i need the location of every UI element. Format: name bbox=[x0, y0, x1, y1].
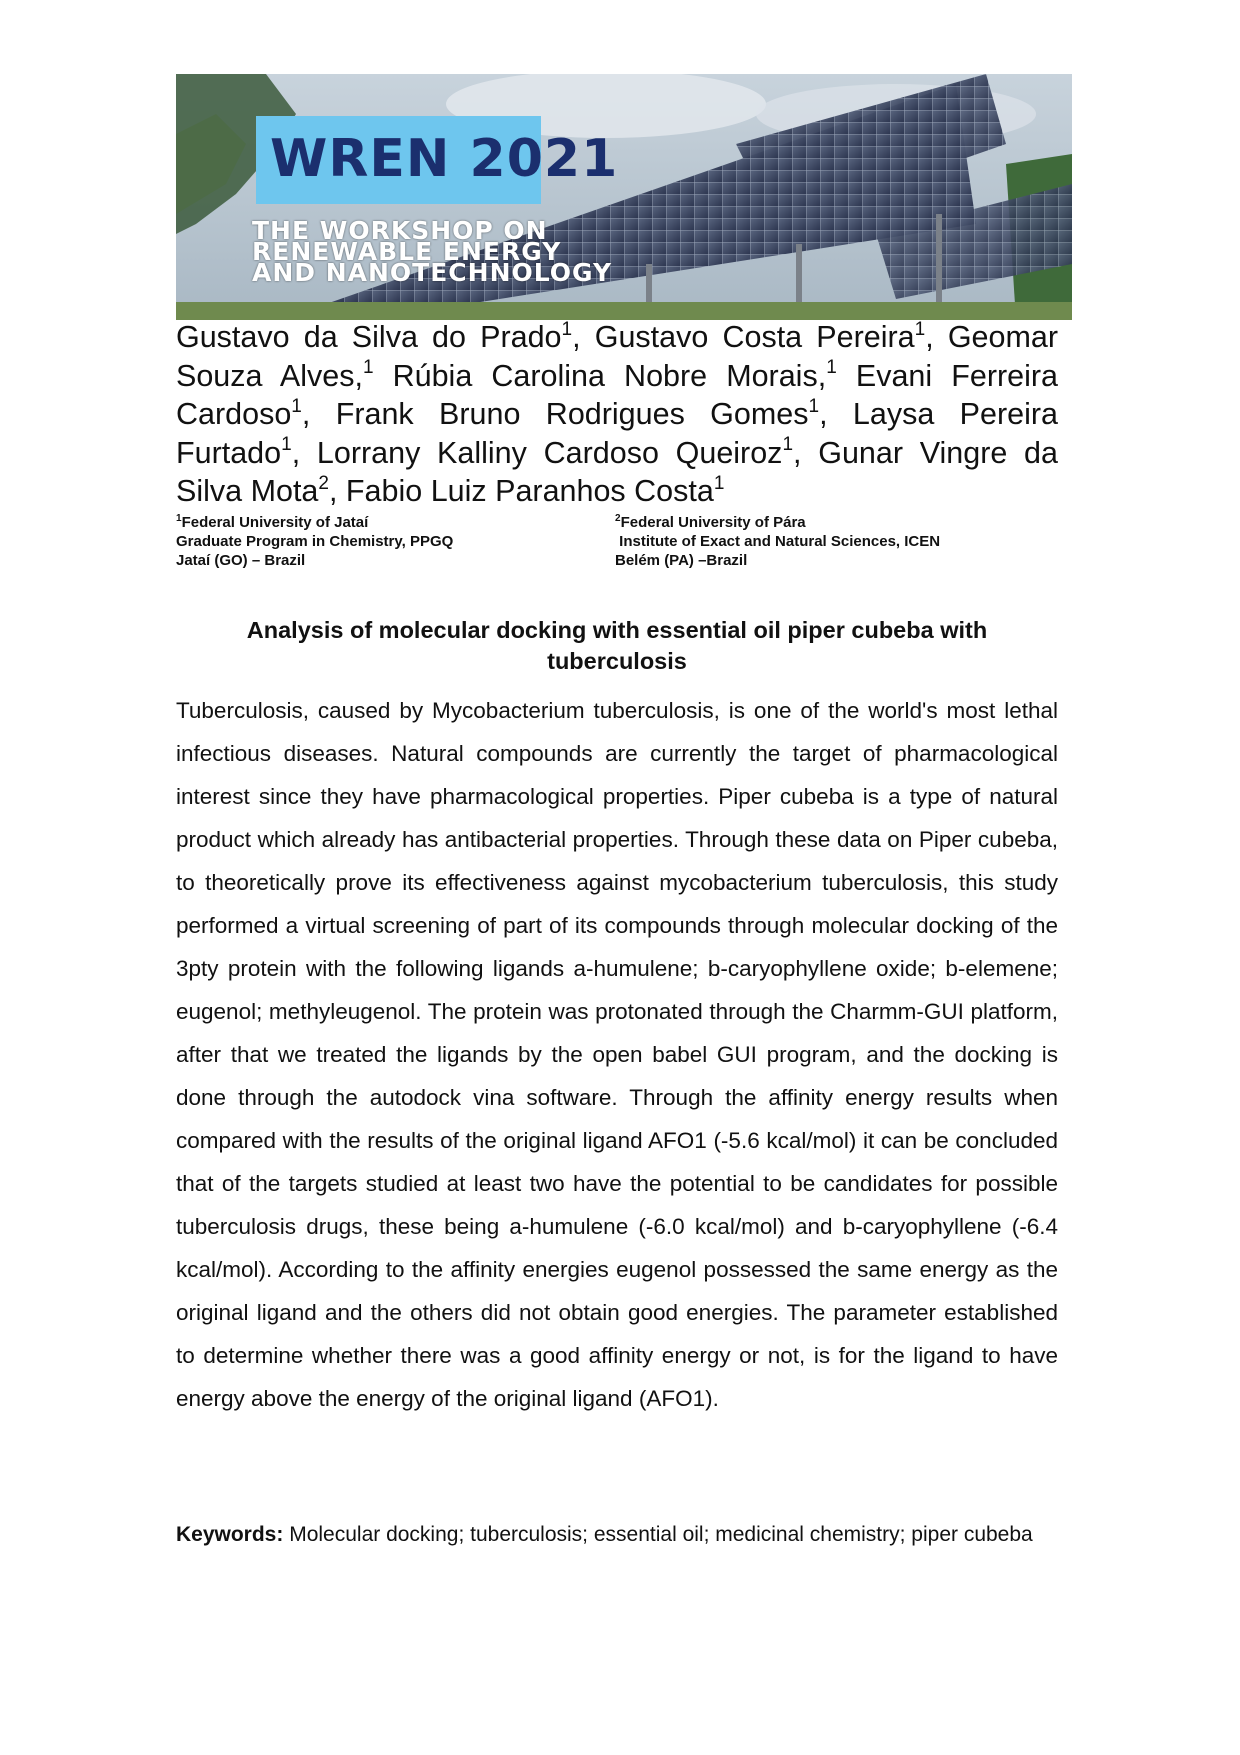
author-name: Lorrany Kalliny Cardoso Queiroz bbox=[316, 435, 783, 470]
banner-title: WREN 2021 bbox=[270, 129, 619, 189]
author-affiliation-mark: 1 bbox=[291, 395, 302, 417]
author-separator: , bbox=[793, 435, 819, 470]
author-affiliation-mark: 1 bbox=[561, 318, 573, 340]
banner-subtitle bbox=[252, 216, 613, 287]
affiliation-mark: 2 bbox=[615, 513, 621, 524]
banner-subtitle-line: AND NANOTECHNOLOGY bbox=[252, 258, 613, 287]
affiliation-institution bbox=[176, 513, 453, 532]
author-name: Frank Bruno Rodrigues Gomes bbox=[335, 397, 809, 431]
author-name: Gunar Vingre da Silva Mota bbox=[176, 435, 1058, 508]
banner-subtitle-line: RENEWABLE ENERGY bbox=[252, 237, 562, 266]
author-separator: , bbox=[291, 435, 317, 470]
affiliation-mark: 1 bbox=[176, 513, 182, 524]
author-name: Gustavo da Silva do Prado bbox=[176, 320, 562, 354]
affiliation-institution-name: Federal University of Pára bbox=[620, 514, 806, 531]
author-list bbox=[176, 318, 1058, 511]
author-affiliation-mark: 1 bbox=[808, 395, 820, 417]
banner-subtitle-line: THE WORKSHOP ON bbox=[252, 216, 548, 245]
author-affiliation-mark: 1 bbox=[362, 357, 374, 379]
keywords-text: Molecular docking; tuberculosis; essential oil; medicinal chemistry; piper cubeba bbox=[289, 1523, 1033, 1546]
author-affiliation-mark: 1 bbox=[914, 318, 926, 340]
author-affiliation-mark: 1 bbox=[826, 357, 837, 379]
author-separator: , bbox=[925, 320, 948, 354]
author-name: Evani Ferreira Cardoso bbox=[176, 358, 1058, 431]
author-separator bbox=[837, 359, 856, 393]
author-affiliation-mark: 1 bbox=[782, 434, 794, 456]
author-affiliation-mark: 2 bbox=[318, 472, 329, 494]
author-separator bbox=[374, 359, 393, 393]
abstract-body: Tuberculosis, caused by Mycobacterium tuberculosis, is one of the world's most lethal infectious diseases. Natural compounds are currently the target of pharmacological interest since they have pharmacological properties. Piper cubeba is a type of natural product which already has antibacterial properties. Through these data on Piper cubeba, to theoretically prove its effectiveness against mycobacterium tuberculosis, this study performed a virtual screening of part of its compounds through molecular docking of the 3pty protein with the following ligands a-humulene; b-caryophyllene oxide; b-elemene; eugenol; methyleugenol. The protein was protonated through the Charmm-GUI platform, after that we treated the ligands by the open babel GUI program, and the docking is done through the autodock vina software. Through the affinity energy results when compared with the results of the original ligand AFO1 (-5.6 kcal/mol) it can be concluded that of the targets studied at least two have the potential to be candidates for possible tuberculosis drugs, these being a-humulene (-6.0 kcal/mol) and b-caryophyllene (-6.4 kcal/mol). According to the affinity energies eugenol possessed the same energy as the original ligand and the others did not obtain good energies. The parameter established to determine whether there was a good affinity energy or not, is for the ligand to have energy above the energy of the original ligand (AFO1). bbox=[176, 698, 1058, 1411]
keywords bbox=[176, 1517, 1058, 1552]
author-name: Gustavo Costa Pereira bbox=[594, 320, 915, 354]
affiliation-1 bbox=[176, 513, 453, 570]
affiliation-2 bbox=[615, 513, 940, 570]
affiliation-department: Institute of Exact and Natural Sciences, ICEN bbox=[615, 533, 941, 550]
author-affiliation-mark: 1 bbox=[713, 472, 725, 494]
author-name: Laysa Pereira Furtado bbox=[176, 397, 1058, 470]
author-separator: , bbox=[301, 397, 336, 431]
author-name: Rúbia Carolina Nobre Morais, bbox=[392, 358, 827, 393]
author-affiliation-mark: 1 bbox=[281, 434, 292, 456]
affiliation-location: Jataí (GO) – Brazil bbox=[176, 552, 306, 569]
paper-title: Analysis of molecular docking with essential oil piper cubeba with tuberculosis bbox=[246, 617, 988, 674]
header-banner bbox=[176, 74, 1072, 320]
author-separator: , bbox=[572, 320, 595, 354]
affiliation-institution bbox=[615, 513, 940, 532]
author-name: Geomar Souza Alves, bbox=[176, 320, 1059, 393]
author-separator: , bbox=[819, 397, 853, 431]
author-name: Fabio Luiz Paranhos Costa bbox=[345, 474, 714, 508]
keywords-label: Keywords: bbox=[176, 1523, 284, 1546]
affiliation-department: Graduate Program in Chemistry, PPGQ bbox=[176, 533, 454, 550]
author-separator: , bbox=[328, 474, 346, 508]
affiliation-location: Belém (PA) –Brazil bbox=[615, 552, 748, 569]
affiliation-institution-name: Federal University of Jataí bbox=[181, 514, 369, 531]
